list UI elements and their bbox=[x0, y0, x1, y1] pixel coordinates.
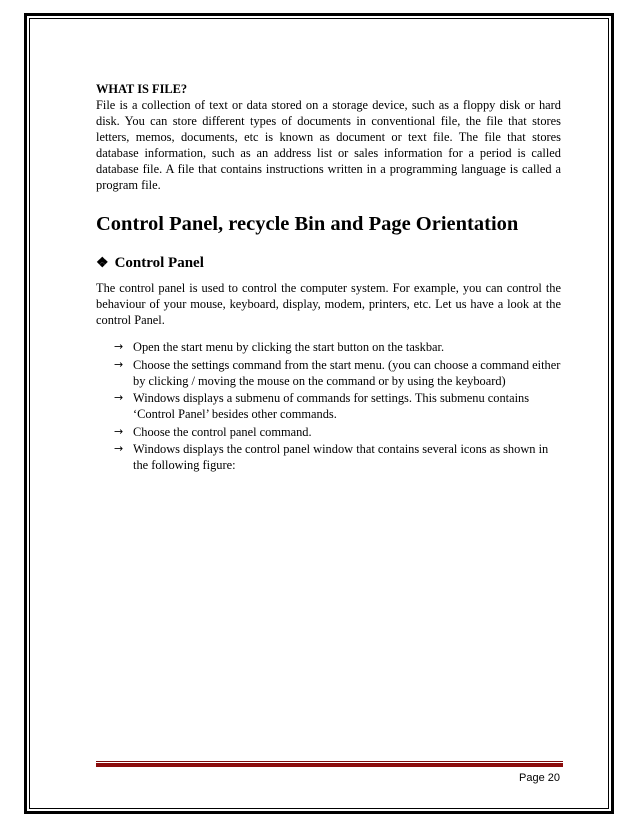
list-item bbox=[114, 357, 562, 389]
list-item bbox=[114, 339, 562, 355]
file-paragraph: File is a collection of text or data stored on a storage device, such as a floppy disk or hard disk. You can store different types of documents in conventional file, the file that stores letters, memos, documents, etc is known as document or text file. The file that stores database information, such as an address list or sales information for a period is called database file. A file that contains instructions written in a programming language is called a program file. bbox=[96, 98, 561, 192]
diamond-bullet-icon: ❖ bbox=[96, 255, 109, 271]
list-item bbox=[114, 424, 562, 440]
control-panel-paragraph: The control panel is used to control the computer system. For example, you can control the behaviour of your mouse, keyboard, display, modem, printers, etc. Let us have a look at the control Panel. bbox=[96, 281, 561, 327]
step-text: Open the start menu by clicking the start button on the taskbar. bbox=[133, 340, 445, 354]
right-arrow-icon: → bbox=[114, 424, 124, 438]
right-arrow-icon: → bbox=[114, 391, 124, 404]
file-heading: WHAT IS FILE? bbox=[96, 82, 188, 96]
right-arrow-icon: → bbox=[114, 340, 124, 353]
footer-rule bbox=[96, 763, 563, 767]
control-panel-steps bbox=[114, 339, 562, 475]
step-text: Windows displays a submenu of commands for settings. This submenu contains ‘Control Panel’ besides other commands. bbox=[133, 391, 530, 421]
page-number: Page 20 bbox=[519, 772, 560, 784]
step-text: Choose the settings command from the start menu. (you can choose a command either by clicking / moving the mouse on the command or by using the keyboard) bbox=[133, 357, 561, 388]
section-title: Control Panel, recycle Bin and Page Orientation bbox=[96, 213, 519, 235]
list-item bbox=[114, 390, 562, 422]
step-text: Choose the control panel command. bbox=[133, 424, 312, 439]
control-panel-heading bbox=[96, 255, 204, 272]
right-arrow-icon: → bbox=[114, 442, 124, 455]
page-content bbox=[96, 82, 561, 472]
control-panel-heading-text: Control Panel bbox=[114, 255, 204, 271]
right-arrow-icon: → bbox=[114, 357, 124, 371]
step-text: Windows displays the control panel window that contains several icons as shown in the following figure: bbox=[133, 442, 549, 472]
list-item bbox=[114, 441, 562, 473]
footer-rule-thin bbox=[96, 761, 563, 762]
